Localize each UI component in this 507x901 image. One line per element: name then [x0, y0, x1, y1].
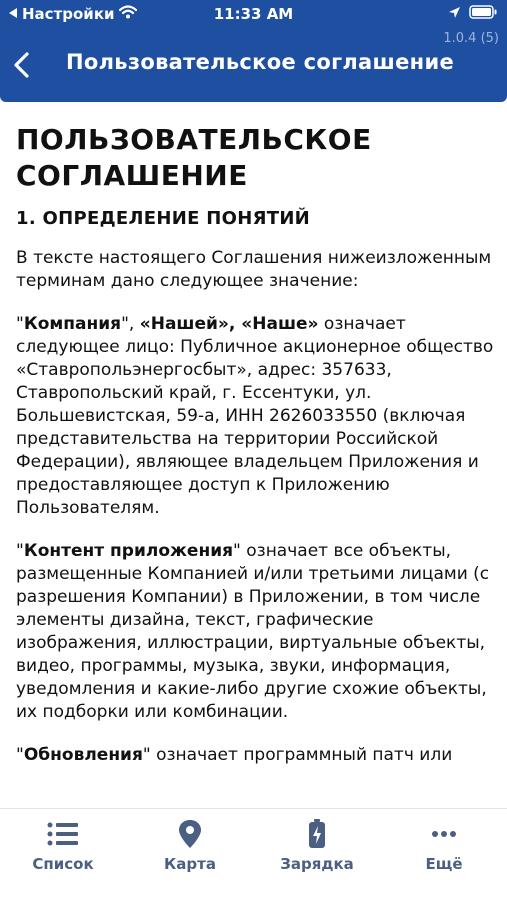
tab-map[interactable]: [127, 809, 253, 901]
app-version: 1.0.4 (5): [443, 31, 499, 46]
quote-close: ",: [121, 314, 140, 334]
tab-map-label: Карта: [164, 855, 216, 873]
map-pin-icon: [173, 817, 207, 851]
agreement-heading: ПОЛЬЗОВАТЕЛЬСКОЕ СОГЛАШЕНИЕ: [16, 123, 372, 192]
section-heading: 1. ОПРЕДЕЛЕНИЕ ПОНЯТИЙ: [16, 208, 311, 229]
tab-more-label: Ещё: [425, 855, 463, 873]
tab-list[interactable]: [0, 809, 126, 901]
tab-charging-label: Зарядка: [280, 855, 354, 873]
definition-content-text: " означает все объекты, размещенные Компанией и/или третьими лицами (с разрешения Компании) в Приложении, в том числе элементы дизайна, текст, графические изображения, иллюстрации, виртуальные объекты, видео, программы, музыка, звуки, информация, уведомления и какие-либо другие схожие объекты, их подборки или комбинации.: [16, 541, 490, 722]
status-right: [448, 5, 497, 23]
more-dots-icon: [427, 817, 461, 851]
battery-charging-icon: [300, 817, 334, 851]
intro-paragraph: В тексте настоящего Соглашения нижеизложенным терминам дано следующее значение:: [16, 248, 492, 291]
tab-more[interactable]: [381, 809, 507, 901]
chevron-left-icon: [10, 50, 36, 80]
battery-icon: [469, 5, 497, 23]
list-icon: [46, 817, 80, 851]
header-bar: [0, 0, 507, 102]
definition-content: [16, 540, 496, 724]
status-back-app-label: Настройки: [22, 5, 115, 23]
definition-updates: [16, 744, 496, 767]
status-time: 11:33 AM: [213, 5, 294, 23]
definition-updates-text: " означает программный патч или: [142, 745, 453, 765]
definition-company: [16, 313, 496, 520]
term-updates: Обновления: [23, 745, 143, 765]
back-button[interactable]: [10, 50, 36, 80]
tab-bar: [0, 808, 507, 901]
quote-open: ": [16, 314, 24, 334]
term-company: Компания: [23, 314, 122, 334]
location-arrow-icon: [448, 5, 461, 23]
tab-list-label: Список: [32, 855, 94, 873]
status-bar: [0, 0, 507, 28]
term-our: «Нашей», «Наше»: [139, 314, 319, 334]
agreement-content[interactable]: [16, 122, 496, 808]
quote-open: ": [16, 541, 24, 561]
definition-company-text: означает следующее лицо: Публичное акционерное общество «Ставропольэнергосбыт», адрес: 357633, Ставропольский край, г. Ессентуки, ул. Большевистская, 59-а, ИНН 2626033550 (включая представительства на территории Российской Федерации), являющее владельцем Приложения и предоставляющее доступ к Приложению Пользователям.: [16, 314, 494, 518]
tab-charging[interactable]: [254, 809, 380, 901]
page-title: Пользовательское соглашение: [66, 50, 455, 74]
term-content: Контент приложения: [23, 541, 234, 561]
quote-open: ": [16, 745, 24, 765]
